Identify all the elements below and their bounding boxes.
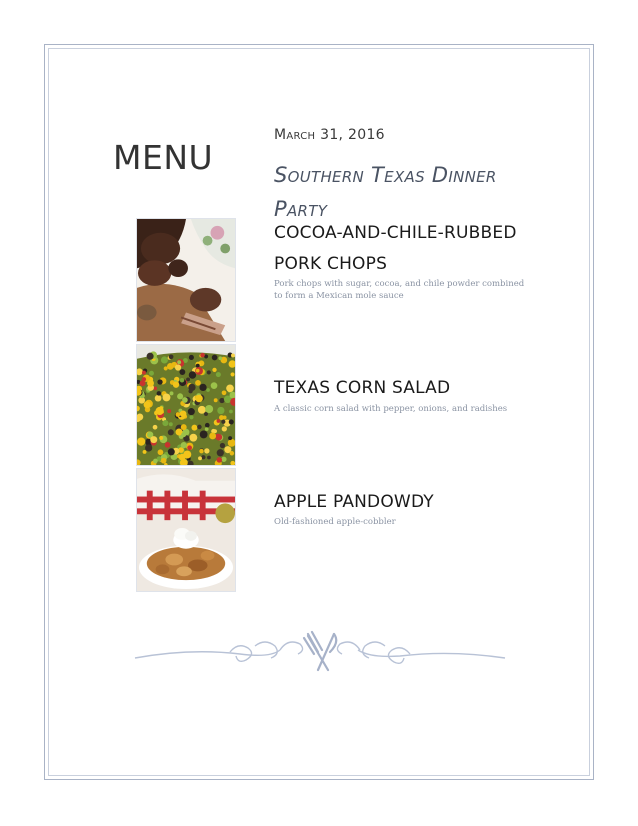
event-date: March 31, 2016 bbox=[274, 127, 385, 143]
dish-description-corn-salad: A classic corn salad with pepper, onions, and radishes bbox=[274, 404, 508, 414]
corn-salad-photo bbox=[136, 344, 236, 466]
menu-heading: MENU bbox=[113, 138, 214, 177]
dish-name-corn-salad: TEXAS CORN SALAD bbox=[274, 378, 451, 398]
dish-name-apple-pandowdy: APPLE PANDOWDY bbox=[274, 492, 434, 512]
dish-description-pork-chops: Pork chops with sugar, cocoa, and chile powder combined to form a Mexican mole sauce bbox=[274, 279, 525, 301]
dish-description-apple-pandowdy: Old-fashioned apple-cobbler bbox=[274, 517, 396, 527]
apple-pandowdy-photo bbox=[136, 468, 236, 592]
event-title: Southern Texas Dinner Party bbox=[274, 163, 497, 221]
pork-chops-photo bbox=[136, 218, 236, 342]
dish-name-pork-chops: COCOA-AND-CHILE-RUBBED PORK CHOPS bbox=[274, 223, 517, 274]
fork-and-knife-scroll-ornament bbox=[130, 628, 510, 678]
